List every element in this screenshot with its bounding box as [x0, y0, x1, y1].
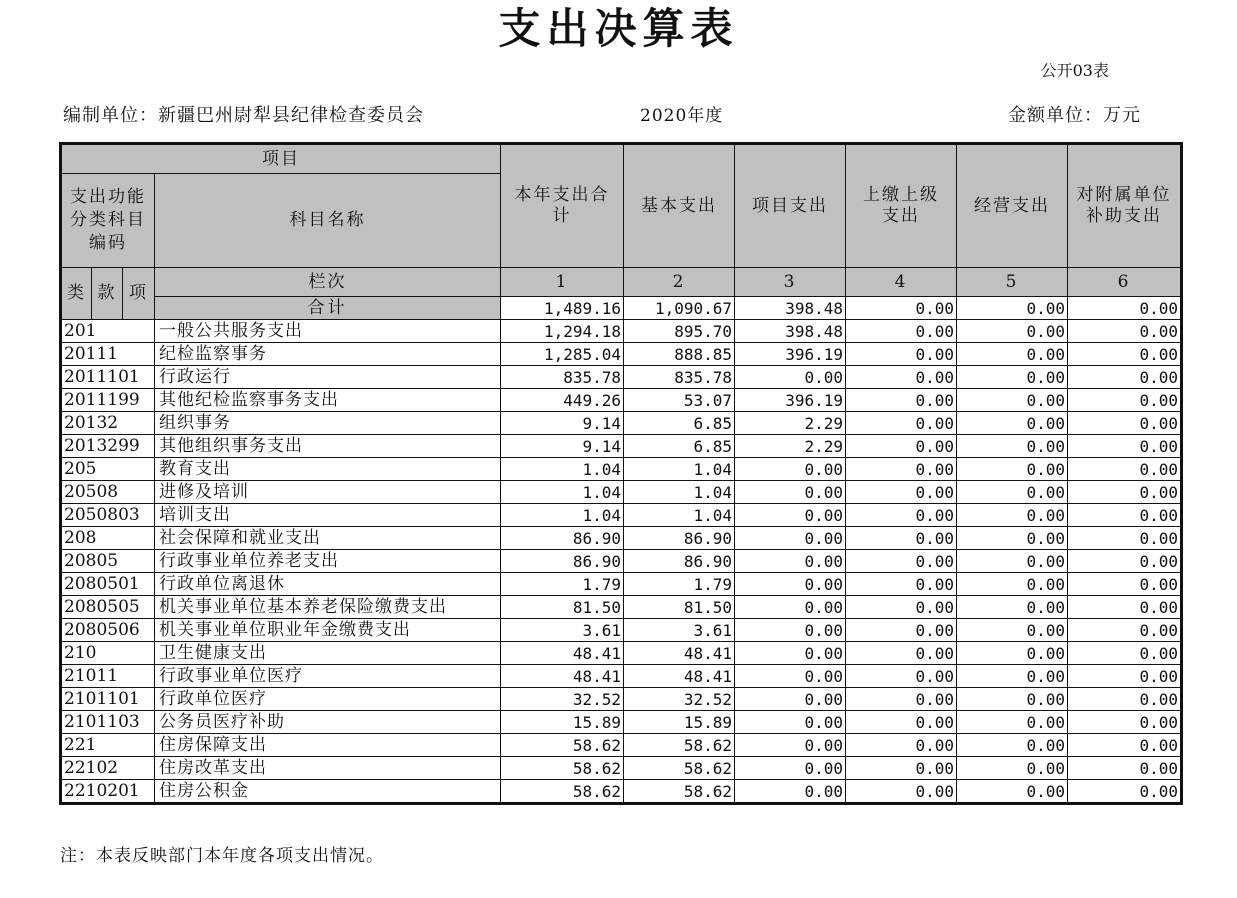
row-value: 0.00: [1068, 757, 1182, 780]
row-subject-name: 其他纪检监察事务支出: [155, 389, 501, 412]
total-value: 398.48: [735, 297, 846, 320]
row-value: 32.52: [624, 688, 735, 711]
col-number: 3: [735, 268, 846, 297]
row-code: 2080501: [61, 573, 155, 596]
col-number: 4: [846, 268, 957, 297]
table-row: [61, 711, 1182, 734]
table-row: [61, 665, 1182, 688]
row-value: 3.61: [501, 619, 624, 642]
row-value: 0.00: [1068, 435, 1182, 458]
header-col-remit: 上缴上级支出: [846, 144, 957, 268]
table-row: [61, 366, 1182, 389]
row-value: 0.00: [957, 550, 1068, 573]
row-subject-name: 其他组织事务支出: [155, 435, 501, 458]
row-value: 0.00: [846, 504, 957, 527]
row-value: 81.50: [624, 596, 735, 619]
table-row: [61, 504, 1182, 527]
row-subject-name: 一般公共服务支出: [155, 320, 501, 343]
table-row: [61, 642, 1182, 665]
row-value: 0.00: [957, 389, 1068, 412]
row-subject-name: 行政事业单位养老支出: [155, 550, 501, 573]
row-value: 86.90: [624, 527, 735, 550]
row-code: 2080506: [61, 619, 155, 642]
row-subject-name: 社会保障和就业支出: [155, 527, 501, 550]
row-subject-name: 纪检监察事务: [155, 343, 501, 366]
row-value: 0.00: [957, 757, 1068, 780]
row-value: 0.00: [846, 366, 957, 389]
table-row: [61, 458, 1182, 481]
row-value: 0.00: [846, 734, 957, 757]
row-value: 0.00: [735, 642, 846, 665]
header-col-total: 本年支出合计: [501, 144, 624, 268]
row-value: 81.50: [501, 596, 624, 619]
row-value: 0.00: [735, 665, 846, 688]
table-row: [61, 780, 1182, 804]
row-value: 9.14: [501, 435, 624, 458]
row-value: 0.00: [957, 642, 1068, 665]
row-value: 0.00: [1068, 481, 1182, 504]
row-value: 835.78: [624, 366, 735, 389]
col-number: 2: [624, 268, 735, 297]
table-row: [61, 435, 1182, 458]
row-code: 20508: [61, 481, 155, 504]
row-code: 2101103: [61, 711, 155, 734]
row-code: 2101101: [61, 688, 155, 711]
row-value: 86.90: [624, 550, 735, 573]
col-number: 1: [501, 268, 624, 297]
row-value: 0.00: [957, 619, 1068, 642]
row-value: 86.90: [501, 527, 624, 550]
row-value: 0.00: [1068, 458, 1182, 481]
row-value: 48.41: [501, 665, 624, 688]
row-value: 0.00: [846, 343, 957, 366]
row-value: 9.14: [501, 412, 624, 435]
row-code: 20111: [61, 343, 155, 366]
row-value: 0.00: [846, 458, 957, 481]
row-value: 58.62: [624, 757, 735, 780]
row-value: 1.04: [501, 504, 624, 527]
row-value: 449.26: [501, 389, 624, 412]
row-value: 0.00: [957, 688, 1068, 711]
row-subject-name: 培训支出: [155, 504, 501, 527]
table-row: [61, 550, 1182, 573]
row-subject-name: 机关事业单位基本养老保险缴费支出: [155, 596, 501, 619]
header-col-subsidy: 对附属单位补助支出: [1068, 144, 1182, 268]
row-value: 0.00: [1068, 780, 1182, 804]
row-code: 221: [61, 734, 155, 757]
row-value: 6.85: [624, 435, 735, 458]
row-value: 0.00: [846, 596, 957, 619]
header-col-basic: 基本支出: [624, 144, 735, 268]
col-number: 6: [1068, 268, 1182, 297]
row-value: 1,285.04: [501, 343, 624, 366]
header-func-code: 支出功能分类科目编码: [61, 174, 155, 268]
row-value: 0.00: [735, 458, 846, 481]
row-value: 0.00: [957, 343, 1068, 366]
row-subject-name: 行政单位医疗: [155, 688, 501, 711]
row-value: 0.00: [735, 527, 846, 550]
header-item: 项目: [61, 144, 501, 174]
col-number: 5: [957, 268, 1068, 297]
row-code: 20132: [61, 412, 155, 435]
row-value: 895.70: [624, 320, 735, 343]
row-code: 205: [61, 458, 155, 481]
row-value: 58.62: [624, 780, 735, 804]
row-value: 0.00: [846, 320, 957, 343]
row-value: 0.00: [1068, 688, 1182, 711]
row-code: 2050803: [61, 504, 155, 527]
row-value: 0.00: [735, 550, 846, 573]
row-code: 201: [61, 320, 155, 343]
row-value: 0.00: [957, 481, 1068, 504]
header-xiang: 项: [123, 268, 155, 320]
row-code: 20805: [61, 550, 155, 573]
compiling-unit: 编制单位：新疆巴州尉犁县纪律检查委员会: [63, 105, 424, 126]
row-value: 58.62: [624, 734, 735, 757]
row-subject-name: 住房公积金: [155, 780, 501, 804]
row-value: 0.00: [1068, 366, 1182, 389]
row-code: 2080505: [61, 596, 155, 619]
table-row: [61, 688, 1182, 711]
total-value: 0.00: [1068, 297, 1182, 320]
row-value: 0.00: [846, 780, 957, 804]
table-row: [61, 343, 1182, 366]
table-row: [61, 573, 1182, 596]
table-row: [61, 527, 1182, 550]
total-label: 合计: [155, 297, 501, 320]
row-value: 0.00: [735, 596, 846, 619]
row-value: 0.00: [846, 527, 957, 550]
row-code: 2013299: [61, 435, 155, 458]
row-value: 0.00: [1068, 642, 1182, 665]
row-value: 0.00: [846, 435, 957, 458]
table-row: [61, 619, 1182, 642]
table-row: [61, 734, 1182, 757]
table-row: [61, 481, 1182, 504]
currency-unit: 金额单位：万元: [1008, 105, 1141, 126]
row-value: 0.00: [957, 573, 1068, 596]
row-code: 2210201: [61, 780, 155, 804]
row-value: 32.52: [501, 688, 624, 711]
row-value: 53.07: [624, 389, 735, 412]
table-row: [61, 412, 1182, 435]
row-value: 0.00: [957, 412, 1068, 435]
row-value: 1,294.18: [501, 320, 624, 343]
row-value: 0.00: [1068, 711, 1182, 734]
row-code: 208: [61, 527, 155, 550]
row-subject-name: 公务员医疗补助: [155, 711, 501, 734]
row-value: 0.00: [735, 504, 846, 527]
row-value: 0.00: [957, 596, 1068, 619]
row-value: 0.00: [957, 780, 1068, 804]
row-value: 1.04: [624, 504, 735, 527]
expenditure-table: [59, 142, 1183, 805]
row-subject-name: 卫生健康支出: [155, 642, 501, 665]
row-value: 0.00: [846, 688, 957, 711]
row-value: 0.00: [1068, 343, 1182, 366]
row-value: 0.00: [846, 550, 957, 573]
total-value: 1,489.16: [501, 297, 624, 320]
table-row: [61, 389, 1182, 412]
row-value: 0.00: [735, 780, 846, 804]
row-value: 0.00: [735, 573, 846, 596]
row-value: 0.00: [735, 619, 846, 642]
row-value: 0.00: [846, 412, 957, 435]
row-value: 48.41: [624, 665, 735, 688]
total-value: 0.00: [846, 297, 957, 320]
row-value: 0.00: [957, 734, 1068, 757]
row-value: 0.00: [846, 711, 957, 734]
header-kuan: 款: [92, 268, 123, 320]
row-value: 1.04: [624, 481, 735, 504]
row-value: 0.00: [1068, 412, 1182, 435]
row-value: 396.19: [735, 389, 846, 412]
row-value: 1.04: [501, 458, 624, 481]
table-row: [61, 757, 1182, 780]
row-value: 835.78: [501, 366, 624, 389]
row-value: 2.29: [735, 435, 846, 458]
row-value: 0.00: [1068, 596, 1182, 619]
row-subject-name: 住房改革支出: [155, 757, 501, 780]
row-subject-name: 进修及培训: [155, 481, 501, 504]
row-code: 210: [61, 642, 155, 665]
row-value: 0.00: [1068, 320, 1182, 343]
page-title: 支出决算表: [498, 4, 739, 53]
row-value: 0.00: [957, 458, 1068, 481]
total-value: 0.00: [957, 297, 1068, 320]
row-value: 58.62: [501, 757, 624, 780]
row-value: 0.00: [735, 734, 846, 757]
row-value: 1.04: [624, 458, 735, 481]
row-value: 0.00: [846, 665, 957, 688]
row-value: 888.85: [624, 343, 735, 366]
row-subject-name: 住房保障支出: [155, 734, 501, 757]
row-value: 1.04: [501, 481, 624, 504]
header-lei: 类: [61, 268, 92, 320]
row-value: 15.89: [501, 711, 624, 734]
row-subject-name: 行政事业单位医疗: [155, 665, 501, 688]
row-value: 0.00: [1068, 619, 1182, 642]
footnote: 注：本表反映部门本年度各项支出情况。: [60, 846, 384, 866]
row-subject-name: 机关事业单位职业年金缴费支出: [155, 619, 501, 642]
row-value: 398.48: [735, 320, 846, 343]
row-value: 0.00: [1068, 527, 1182, 550]
form-number: 公开03表: [1040, 61, 1109, 80]
fiscal-year: 2020年度: [640, 106, 724, 126]
row-value: 0.00: [735, 711, 846, 734]
row-value: 0.00: [957, 366, 1068, 389]
row-value: 0.00: [846, 642, 957, 665]
row-value: 0.00: [957, 435, 1068, 458]
row-value: 0.00: [1068, 734, 1182, 757]
row-subject-name: 组织事务: [155, 412, 501, 435]
row-value: 0.00: [735, 366, 846, 389]
row-value: 0.00: [1068, 550, 1182, 573]
row-value: 0.00: [957, 527, 1068, 550]
row-value: 0.00: [846, 389, 957, 412]
row-value: 0.00: [1068, 389, 1182, 412]
row-value: 0.00: [957, 320, 1068, 343]
table-row: [61, 320, 1182, 343]
header-col-operating: 经营支出: [957, 144, 1068, 268]
row-value: 58.62: [501, 734, 624, 757]
row-value: 0.00: [846, 757, 957, 780]
row-value: 0.00: [735, 688, 846, 711]
row-value: 0.00: [957, 665, 1068, 688]
row-value: 0.00: [846, 573, 957, 596]
row-value: 1.79: [501, 573, 624, 596]
row-value: 0.00: [1068, 665, 1182, 688]
row-value: 0.00: [957, 711, 1068, 734]
row-code: 21011: [61, 665, 155, 688]
row-subject-name: 行政单位离退休: [155, 573, 501, 596]
row-value: 0.00: [735, 757, 846, 780]
row-value: 0.00: [846, 481, 957, 504]
row-value: 0.00: [846, 619, 957, 642]
row-value: 0.00: [957, 504, 1068, 527]
row-value: 2.29: [735, 412, 846, 435]
row-value: 15.89: [624, 711, 735, 734]
row-value: 0.00: [1068, 573, 1182, 596]
row-code: 2011101: [61, 366, 155, 389]
row-value: 86.90: [501, 550, 624, 573]
row-code: 22102: [61, 757, 155, 780]
row-value: 6.85: [624, 412, 735, 435]
header-subject-name: 科目名称: [155, 174, 501, 268]
row-value: 58.62: [501, 780, 624, 804]
row-subject-name: 行政运行: [155, 366, 501, 389]
header-col-project: 项目支出: [735, 144, 846, 268]
row-value: 396.19: [735, 343, 846, 366]
row-value: 3.61: [624, 619, 735, 642]
row-subject-name: 教育支出: [155, 458, 501, 481]
row-value: 1.79: [624, 573, 735, 596]
row-value: 48.41: [501, 642, 624, 665]
header-col-label: 栏次: [155, 268, 501, 297]
row-value: 0.00: [735, 481, 846, 504]
table-row: [61, 596, 1182, 619]
row-code: 2011199: [61, 389, 155, 412]
total-value: 1,090.67: [624, 297, 735, 320]
row-value: 48.41: [624, 642, 735, 665]
row-value: 0.00: [1068, 504, 1182, 527]
